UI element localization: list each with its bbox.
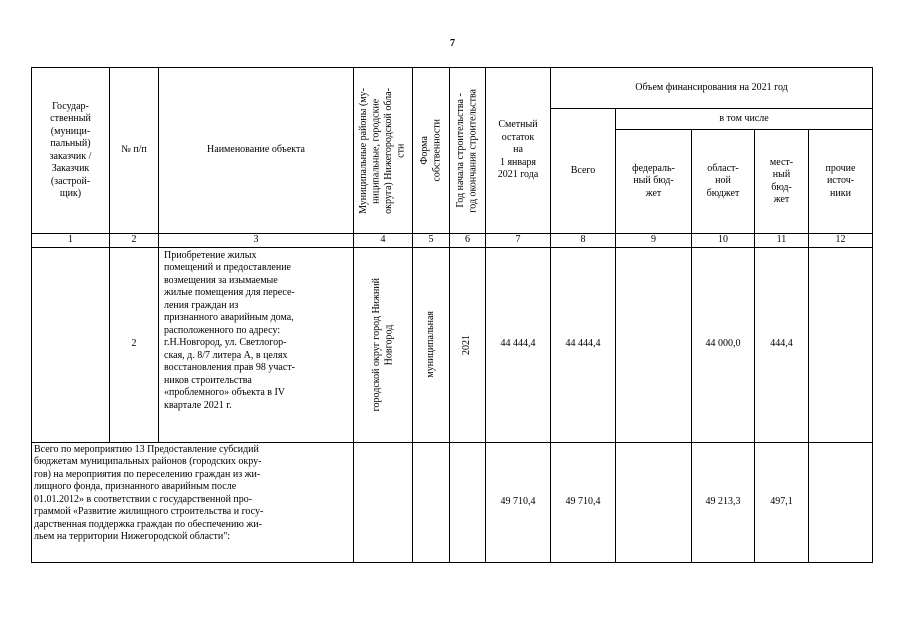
row-total: 44 444,4 xyxy=(551,247,616,442)
row-number: 2 xyxy=(110,247,159,442)
row-years-text: 2021 xyxy=(461,334,473,355)
row-estimate-balance: 44 444,4 xyxy=(486,247,551,442)
header-federal: федераль- ный бюд- жет xyxy=(616,130,692,234)
header-regional: област- ной бюджет xyxy=(692,130,755,234)
page-number: 7 xyxy=(450,38,455,49)
header-years-text: Год начала строительства - год окончания строительства xyxy=(455,88,479,213)
column-number: 12 xyxy=(809,234,873,248)
row-years xyxy=(450,247,486,442)
row-district-text: городской округ город Нижний Новгород xyxy=(370,277,394,412)
summary-text: Всего по мероприятию 13 Предоставление субсидий бюджетам муниципальных районов (городских окру- гов) на мероприятия по переселению граждан из жи- лищного фонда, признанного аварийным после 01.01.2012» в соответствии с государственной про- граммой «Развитие жилищного строительства и госу- дарственная поддержка граждан по обеспечению жи- льем на территории Нижегородской области": xyxy=(32,442,354,562)
financing-table xyxy=(31,67,873,563)
header-districts xyxy=(354,68,413,234)
column-number: 7 xyxy=(486,234,551,248)
header-other: прочие источ- ники xyxy=(809,130,873,234)
row-local: 444,4 xyxy=(755,247,809,442)
column-number: 6 xyxy=(450,234,486,248)
row-other xyxy=(809,247,873,442)
summary-ownership xyxy=(413,442,450,562)
row-federal xyxy=(616,247,692,442)
column-number: 8 xyxy=(551,234,616,248)
summary-years xyxy=(450,442,486,562)
header-districts-text: Муниципальные районы (му- ниципальные, городские округа) Нижегородской обла- сти xyxy=(358,87,407,214)
summary-total: 49 710,4 xyxy=(551,442,616,562)
column-number: 1 xyxy=(32,234,110,248)
summary-federal xyxy=(616,442,692,562)
header-object-name: Наименование объекта xyxy=(159,68,354,234)
summary-district xyxy=(354,442,413,562)
column-number: 2 xyxy=(110,234,159,248)
header-including: в том числе xyxy=(616,109,873,130)
summary-row xyxy=(32,442,873,562)
column-number: 11 xyxy=(755,234,809,248)
column-number: 5 xyxy=(413,234,450,248)
header-customer: Государ- ственный (муници- пальный) заказчик / Заказчик (застрой- щик) xyxy=(32,68,110,234)
header-ownership-text: Форма собственности xyxy=(418,119,442,182)
header-years xyxy=(450,68,486,234)
row-object-name: Приобретение жилых помещений и предоставление возмещения за изымаемые жилые помещения для пересе- ления граждан из признанного аварийным дома, расположенного по адресу: г.Н.Новгород, ул. Светлогор- ская, д. 8/7 литера А, в целях восстановления прав 98 участ- ников строительства «проблемного» объекта в IV квартале 2021 г. xyxy=(159,247,354,442)
header-financing: Объем финансирования на 2021 год xyxy=(551,68,873,109)
table-row xyxy=(32,247,873,442)
column-number: 3 xyxy=(159,234,354,248)
column-number: 9 xyxy=(616,234,692,248)
column-number: 10 xyxy=(692,234,755,248)
summary-local: 497,1 xyxy=(755,442,809,562)
header-local: мест- ный бюд- жет xyxy=(755,130,809,234)
header-total: Всего xyxy=(551,109,616,234)
row-ownership-text: муниципальная xyxy=(424,311,436,378)
row-district xyxy=(354,247,413,442)
header-ownership xyxy=(413,68,450,234)
header-estimate-balance: Сметный остаток на 1 января 2021 года xyxy=(486,68,551,234)
column-number: 4 xyxy=(354,234,413,248)
row-regional: 44 000,0 xyxy=(692,247,755,442)
row-ownership xyxy=(413,247,450,442)
summary-other xyxy=(809,442,873,562)
summary-regional: 49 213,3 xyxy=(692,442,755,562)
summary-estimate-balance: 49 710,4 xyxy=(486,442,551,562)
row-customer xyxy=(32,247,110,442)
column-numbers-row xyxy=(32,234,873,248)
header-number: № п/п xyxy=(110,68,159,234)
